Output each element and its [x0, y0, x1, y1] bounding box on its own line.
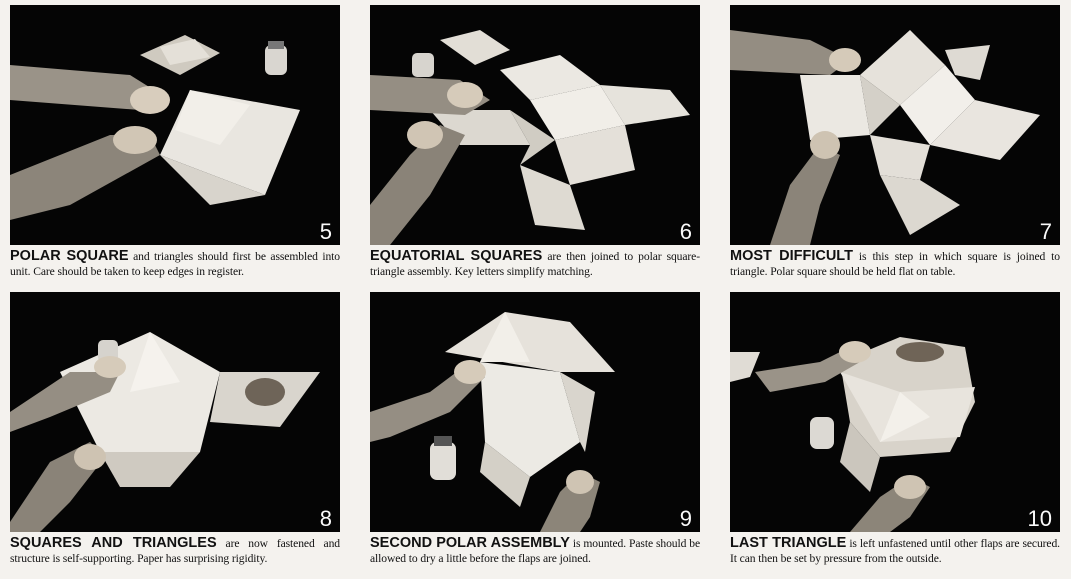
caption-text-8: are now fastened and structure is self-supporting. Paper has surprising rigidity. — [10, 537, 340, 565]
panel-10 — [730, 292, 1060, 566]
caption-text-5: and triangles should first be assembled into unit. Care should be taken to keep edges in register. — [10, 250, 340, 278]
caption-5 — [10, 249, 340, 279]
caption-text-10: is left unfastened until other flaps are secured. It can then be set by pressure from the outside. — [730, 537, 1060, 565]
caption-lead-6: EQUATORIAL SQUARES — [370, 248, 543, 264]
caption-10 — [730, 536, 1060, 566]
caption-9 — [370, 536, 700, 566]
caption-8 — [10, 536, 340, 566]
caption-lead-10: LAST TRIANGLE — [730, 535, 847, 551]
photo-8 — [10, 292, 340, 532]
caption-lead-8: SQUARES AND TRIANGLES — [10, 535, 217, 551]
photo-5 — [10, 5, 340, 245]
caption-7 — [730, 249, 1060, 279]
panel-8 — [10, 292, 340, 566]
panel-6 — [370, 5, 700, 279]
caption-lead-5: POLAR SQUARE — [10, 248, 129, 264]
panel-7 — [730, 5, 1060, 279]
step-number-7: 7 — [1039, 219, 1052, 244]
photo-10 — [730, 292, 1060, 532]
photo-9 — [370, 292, 700, 532]
panel-9 — [370, 292, 700, 566]
panel-5 — [10, 5, 340, 279]
photo-6 — [370, 5, 700, 245]
caption-text-6: are then joined to polar square-triangle assembly. Key letters simplify matching. — [370, 250, 700, 278]
step-number-6: 6 — [679, 219, 692, 244]
caption-6 — [370, 249, 700, 279]
step-number-10: 10 — [1027, 506, 1052, 531]
caption-lead-9: SECOND POLAR ASSEMBLY — [370, 535, 570, 551]
caption-text-7: is this step in which square is joined to triangle. Polar square should be held flat on table. — [730, 250, 1060, 278]
photo-7 — [730, 5, 1060, 245]
caption-text-9: is mounted. Paste should be allowed to dry a little before the flaps are joined. — [370, 537, 700, 565]
step-number-8: 8 — [319, 506, 332, 531]
step-number-9: 9 — [679, 506, 692, 531]
step-number-5: 5 — [319, 219, 332, 244]
caption-lead-7: MOST DIFFICULT — [730, 248, 853, 264]
